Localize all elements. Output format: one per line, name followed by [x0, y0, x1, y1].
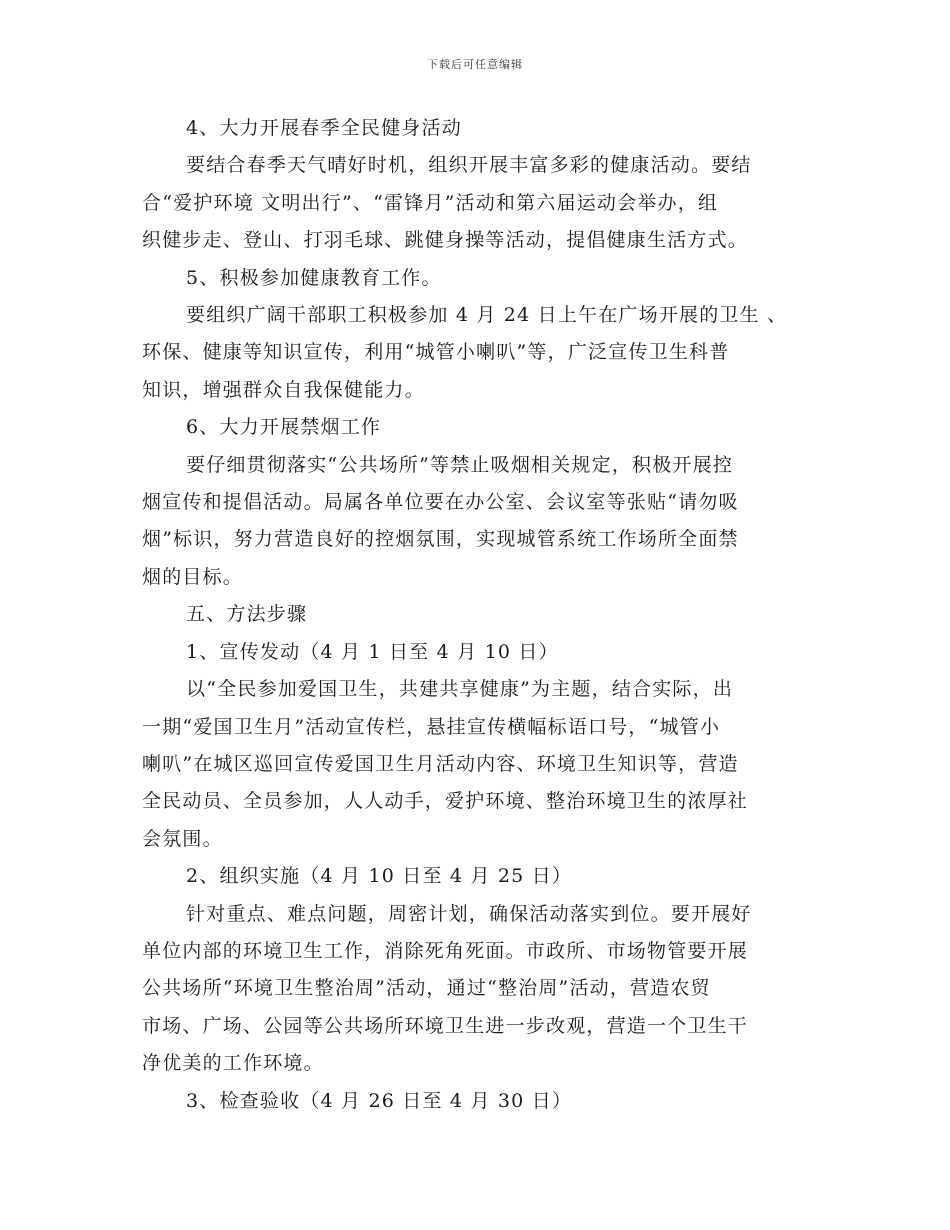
document-line: 要结合春季天气晴好时机，组织开展丰富多彩的健康活动。要结: [186, 154, 752, 177]
document-line: 要组织广阔干部职工积极参加 4 月 24 日上午在广场开展的卫生 、: [186, 304, 788, 327]
document-line: 会氛围。: [142, 827, 223, 850]
document-line: 要仔细贯彻落实“公共场所”等禁止吸烟相关规定，积极开展控: [186, 453, 734, 476]
document-line: 喇叭”在城区巡回宣传爱国卫生月活动内容、环境卫生知识等，营造: [142, 752, 739, 775]
document-line: 烟的目标。: [142, 565, 244, 588]
document-line: 市场、广场、公园等公共场所环境卫生进一步改观，营造一个卫生干: [142, 1014, 749, 1037]
document-line: 织健步走、登山、打羽毛球、跳健身操等活动，提倡健康生活方式。: [142, 229, 749, 252]
document-line: 公共场所“环境卫生整治周”活动，通过“整治周”活动，营造农贸: [142, 977, 711, 1000]
document-line: 针对重点、难点问题，周密计划，确保活动落实到位。要开展好: [186, 902, 752, 925]
document-line: 3、检查验收（4 月 26 日至 4 月 30 日）: [186, 1089, 573, 1112]
document-line: 烟宣传和提倡活动。局属各单位要在办公室、会议室等张贴“请勿吸: [142, 491, 739, 514]
document-line: 以“全民参加爱国卫生，共建共享健康”为主题，结合实际，出: [186, 678, 734, 701]
document-line: 五、方法步骤: [186, 603, 308, 626]
document-line: 一期“爱国卫生月”活动宣传栏，悬挂宣传横幅标语口号，“城管小: [142, 715, 721, 738]
document-line: 烟”标识，努力营造良好的控烟氛围，实现城管系统工作场所全面禁: [142, 528, 739, 551]
document-body: [142, 110, 812, 1120]
document-line: 4、大力开展春季全民健身活动: [186, 117, 462, 139]
document-line: 5、积极参加健康教育工作。: [186, 266, 442, 289]
document-line: 全民动员、全员参加，人人动手，爱护环境、整治环境卫生的浓厚社: [142, 790, 749, 813]
document-line: 环保、健康等知识宣传，利用“城管小喇叭”等，广泛宣传卫生科普: [142, 341, 730, 364]
document-line: 1、宣传发动（4 月 1 日至 4 月 10 日）: [186, 640, 559, 663]
document-line: 6、大力开展禁烟工作: [186, 416, 382, 439]
document-line: 净优美的工作环境。: [142, 1052, 324, 1075]
page-header-note: 下载后可任意编辑: [427, 58, 523, 71]
document-line: 合“爱护环境 文明出行”、“雷锋月”活动和第六届运动会举办，组: [142, 191, 719, 214]
document-line: 2、组织实施（4 月 10 日至 4 月 25 日）: [186, 865, 573, 888]
document-line: 知识，增强群众自我保健能力。: [142, 378, 425, 401]
document-line: 单位内部的环境卫生工作，消除死角死面。市政所、市场物管要开展: [142, 939, 749, 962]
